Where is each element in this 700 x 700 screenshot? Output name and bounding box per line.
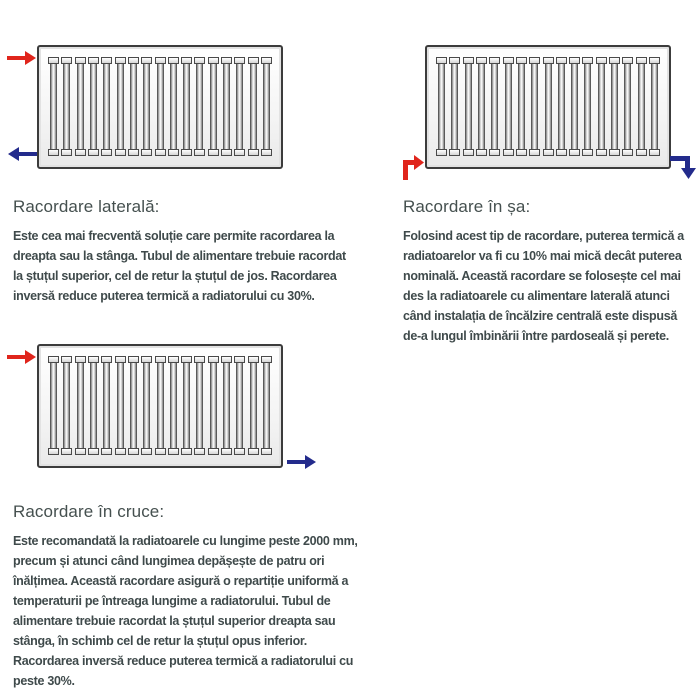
fin-bottom-cap <box>115 448 126 455</box>
radiator-fin <box>128 57 139 156</box>
fin-bottom-cap <box>141 448 152 455</box>
radiator-fin <box>622 57 633 156</box>
fin-column <box>157 64 164 149</box>
fin-bottom-cap <box>609 149 620 156</box>
fin-column <box>598 64 605 149</box>
fin-column <box>77 363 84 448</box>
fin-column <box>130 363 137 448</box>
fin-column <box>638 64 645 149</box>
fin-top-cap <box>261 356 272 363</box>
fin-column <box>117 363 124 448</box>
fin-bottom-cap <box>194 448 205 455</box>
fin-top-cap <box>181 356 192 363</box>
radiator-fin <box>141 356 152 455</box>
fin-top-cap <box>436 57 447 64</box>
radiator-fin <box>115 57 126 156</box>
fin-column <box>157 363 164 448</box>
supply-in-arrow-icon <box>7 50 37 66</box>
radiator-fin <box>48 57 59 156</box>
fin-bottom-cap <box>463 149 474 156</box>
fin-top-cap <box>48 356 59 363</box>
fin-top-cap <box>449 57 460 64</box>
fin-bottom-cap <box>543 149 554 156</box>
fin-column <box>263 363 270 448</box>
fin-bottom-cap <box>181 149 192 156</box>
fin-top-cap <box>168 356 179 363</box>
fin-bottom-cap <box>221 448 232 455</box>
fin-column <box>143 363 150 448</box>
radiator-fin <box>101 356 112 455</box>
radiator-fin <box>75 57 86 156</box>
fin-column <box>451 64 458 149</box>
fin-bottom-cap <box>261 149 272 156</box>
fin-top-cap <box>234 356 245 363</box>
fin-top-cap <box>569 57 580 64</box>
caption-lateral-body: Este cea mai frecventă soluție care permite racordarea la dreapta sau la stânga. Tubul de alimentare trebuie racordat la ștuțul superior, cel de retur la ștuțul de jos. Racordarea inversă reduce puterea termică a radiatorului cu 30%. <box>13 229 346 303</box>
fin-bottom-cap <box>622 149 633 156</box>
fin-bottom-cap <box>181 448 192 455</box>
caption-cruce-title: Racordare în cruce: <box>13 502 165 521</box>
fin-column <box>465 64 472 149</box>
fin-top-cap <box>649 57 660 64</box>
caption-lateral-title: Racordare laterală: <box>13 197 160 216</box>
fin-top-cap <box>221 356 232 363</box>
fin-bottom-cap <box>48 149 59 156</box>
fin-top-cap <box>115 356 126 363</box>
return-out-arrow-icon <box>287 454 317 470</box>
fin-bottom-cap <box>529 149 540 156</box>
fin-top-cap <box>88 57 99 64</box>
radiator-fin <box>636 57 647 156</box>
radiator-fin <box>463 57 474 156</box>
caption-sa-body: Folosind acest tip de racordare, puterea termică a radiatoarelor va fi cu 10% mai mică decât puterea nominală. Această racordare se folosește cel mai des la radiatoarele cu alimentare laterală atunci când instalația de încălzire centrală este dispusă de-a lungul îmbinării între pardoseală și perete. <box>403 229 684 343</box>
fin-column <box>611 64 618 149</box>
return-out-elbow-arrow-icon <box>670 153 698 181</box>
radiator-fin <box>489 57 500 156</box>
fin-column <box>223 64 230 149</box>
radiator-fin <box>208 356 219 455</box>
radiator-fin <box>248 356 259 455</box>
fin-bottom-cap <box>101 149 112 156</box>
radiator-fin <box>194 356 205 455</box>
radiator-fin <box>155 356 166 455</box>
fin-bottom-cap <box>48 448 59 455</box>
radiator-fin <box>221 57 232 156</box>
fin-column <box>505 64 512 149</box>
fin-bottom-cap <box>208 149 219 156</box>
fin-bottom-cap <box>61 448 72 455</box>
caption-cruce <box>13 502 363 691</box>
fin-column <box>170 64 177 149</box>
fin-bottom-cap <box>503 149 514 156</box>
fin-top-cap <box>636 57 647 64</box>
fin-top-cap <box>155 356 166 363</box>
radiator-fin <box>248 57 259 156</box>
fin-top-cap <box>88 356 99 363</box>
radiator-fin <box>529 57 540 156</box>
fin-column <box>438 64 445 149</box>
radiator-fin <box>582 57 593 156</box>
radiator-sa <box>425 45 671 169</box>
radiator-fin <box>596 57 607 156</box>
fin-column <box>63 64 70 149</box>
fin-bottom-cap <box>569 149 580 156</box>
caption-lateral <box>13 197 348 306</box>
fin-column <box>624 64 631 149</box>
fin-bottom-cap <box>261 448 272 455</box>
fin-column <box>196 64 203 149</box>
radiator-fin <box>208 57 219 156</box>
fin-top-cap <box>476 57 487 64</box>
fin-top-cap <box>128 356 139 363</box>
fin-top-cap <box>208 57 219 64</box>
fin-column <box>518 64 525 149</box>
fin-column <box>236 363 243 448</box>
fin-column <box>236 64 243 149</box>
fin-bottom-cap <box>128 448 139 455</box>
fin-top-cap <box>234 57 245 64</box>
radiator-fin <box>436 57 447 156</box>
radiator-fin <box>261 57 272 156</box>
fin-top-cap <box>194 356 205 363</box>
fin-top-cap <box>75 57 86 64</box>
fin-column <box>250 64 257 149</box>
fin-bottom-cap <box>248 448 259 455</box>
fin-bottom-cap <box>155 149 166 156</box>
fin-bottom-cap <box>221 149 232 156</box>
fin-column <box>651 64 658 149</box>
fin-bottom-cap <box>556 149 567 156</box>
fin-column <box>170 363 177 448</box>
radiator-fin <box>115 356 126 455</box>
radiator-fin <box>168 57 179 156</box>
fin-top-cap <box>489 57 500 64</box>
fin-bottom-cap <box>61 149 72 156</box>
fin-column <box>90 64 97 149</box>
fin-bottom-cap <box>75 448 86 455</box>
radiator-fin <box>48 356 59 455</box>
fin-bottom-cap <box>636 149 647 156</box>
fin-column <box>491 64 498 149</box>
fin-top-cap <box>248 356 259 363</box>
fin-column <box>223 363 230 448</box>
fin-column <box>183 363 190 448</box>
radiator-fin <box>569 57 580 156</box>
radiator-fins <box>48 57 272 156</box>
radiator-fin <box>101 57 112 156</box>
fin-column <box>584 64 591 149</box>
fin-bottom-cap <box>436 149 447 156</box>
fin-top-cap <box>596 57 607 64</box>
fin-top-cap <box>463 57 474 64</box>
fin-column <box>130 64 137 149</box>
radiator-fin <box>516 57 527 156</box>
fin-column <box>63 363 70 448</box>
fin-bottom-cap <box>155 448 166 455</box>
fin-bottom-cap <box>449 149 460 156</box>
fin-bottom-cap <box>489 149 500 156</box>
fin-top-cap <box>556 57 567 64</box>
fin-column <box>558 64 565 149</box>
fin-top-cap <box>181 57 192 64</box>
fin-top-cap <box>194 57 205 64</box>
radiator-fin <box>75 356 86 455</box>
return-out-arrow-icon <box>7 146 37 162</box>
radiator-lateral <box>37 45 283 169</box>
fin-column <box>263 64 270 149</box>
fin-column <box>90 363 97 448</box>
fin-column <box>117 64 124 149</box>
radiator-fin <box>194 57 205 156</box>
fin-column <box>77 64 84 149</box>
radiator-fin <box>449 57 460 156</box>
fin-column <box>210 363 217 448</box>
fin-top-cap <box>168 57 179 64</box>
radiator-fin <box>181 356 192 455</box>
fin-top-cap <box>101 57 112 64</box>
fin-bottom-cap <box>115 149 126 156</box>
fin-column <box>50 64 57 149</box>
fin-top-cap <box>261 57 272 64</box>
radiator-fin <box>155 57 166 156</box>
fin-bottom-cap <box>101 448 112 455</box>
fin-bottom-cap <box>516 149 527 156</box>
fin-bottom-cap <box>582 149 593 156</box>
fin-bottom-cap <box>234 149 245 156</box>
radiator-cruce <box>37 344 283 468</box>
fin-top-cap <box>128 57 139 64</box>
fin-bottom-cap <box>168 149 179 156</box>
fin-top-cap <box>61 57 72 64</box>
radiator-fins <box>436 57 660 156</box>
fin-column <box>183 64 190 149</box>
radiator-fin <box>168 356 179 455</box>
fin-column <box>545 64 552 149</box>
fin-top-cap <box>503 57 514 64</box>
fin-top-cap <box>141 356 152 363</box>
fin-top-cap <box>543 57 554 64</box>
supply-in-arrow-icon <box>7 349 37 365</box>
fin-column <box>478 64 485 149</box>
radiator-fin <box>503 57 514 156</box>
fin-bottom-cap <box>141 149 152 156</box>
radiator-fins <box>48 356 272 455</box>
radiator-fin <box>88 57 99 156</box>
fin-bottom-cap <box>596 149 607 156</box>
fin-bottom-cap <box>248 149 259 156</box>
fin-top-cap <box>248 57 259 64</box>
fin-column <box>143 64 150 149</box>
radiator-fin <box>234 57 245 156</box>
radiator-fin <box>61 356 72 455</box>
fin-top-cap <box>622 57 633 64</box>
fin-column <box>571 64 578 149</box>
fin-column <box>103 363 110 448</box>
fin-top-cap <box>61 356 72 363</box>
radiator-fin <box>221 356 232 455</box>
fin-bottom-cap <box>168 448 179 455</box>
fin-bottom-cap <box>194 149 205 156</box>
radiator-fin <box>649 57 660 156</box>
radiator-fin <box>543 57 554 156</box>
radiator-fin <box>141 57 152 156</box>
fin-column <box>531 64 538 149</box>
caption-sa-title: Racordare în șa: <box>403 197 531 216</box>
fin-bottom-cap <box>208 448 219 455</box>
fin-bottom-cap <box>75 149 86 156</box>
fin-bottom-cap <box>88 149 99 156</box>
caption-cruce-body: Este recomandată la radiatoarele cu lungime peste 2000 mm, precum și atunci când lungimea depășește de patru ori înălțimea. Această racordare asigură o repartiție uniformă a temperaturii pe întreaga lungime a radiatorului. Tubul de alimentare trebuie racordat la ștuțul superior dreapta sau stânga, în schimb cel de retur la ștuțul opus inferior. Racordarea inversă reduce puterea termică a radiatorului cu peste 30%. <box>13 534 358 688</box>
fin-column <box>250 363 257 448</box>
fin-bottom-cap <box>476 149 487 156</box>
fin-bottom-cap <box>649 149 660 156</box>
radiator-fin <box>181 57 192 156</box>
fin-top-cap <box>529 57 540 64</box>
fin-top-cap <box>141 57 152 64</box>
fin-top-cap <box>155 57 166 64</box>
radiator-fin <box>261 356 272 455</box>
radiator-fin <box>61 57 72 156</box>
radiator-fin <box>609 57 620 156</box>
radiator-fin <box>476 57 487 156</box>
caption-sa <box>403 197 696 346</box>
fin-top-cap <box>609 57 620 64</box>
fin-column <box>196 363 203 448</box>
fin-top-cap <box>516 57 527 64</box>
supply-in-elbow-arrow-icon <box>400 151 426 181</box>
fin-top-cap <box>101 356 112 363</box>
fin-bottom-cap <box>128 149 139 156</box>
radiator-fin <box>556 57 567 156</box>
fin-top-cap <box>48 57 59 64</box>
fin-column <box>210 64 217 149</box>
radiator-fin <box>88 356 99 455</box>
fin-top-cap <box>221 57 232 64</box>
fin-column <box>50 363 57 448</box>
fin-top-cap <box>115 57 126 64</box>
fin-column <box>103 64 110 149</box>
fin-top-cap <box>582 57 593 64</box>
radiator-fin <box>234 356 245 455</box>
fin-top-cap <box>208 356 219 363</box>
fin-bottom-cap <box>234 448 245 455</box>
fin-bottom-cap <box>88 448 99 455</box>
radiator-fin <box>128 356 139 455</box>
fin-top-cap <box>75 356 86 363</box>
